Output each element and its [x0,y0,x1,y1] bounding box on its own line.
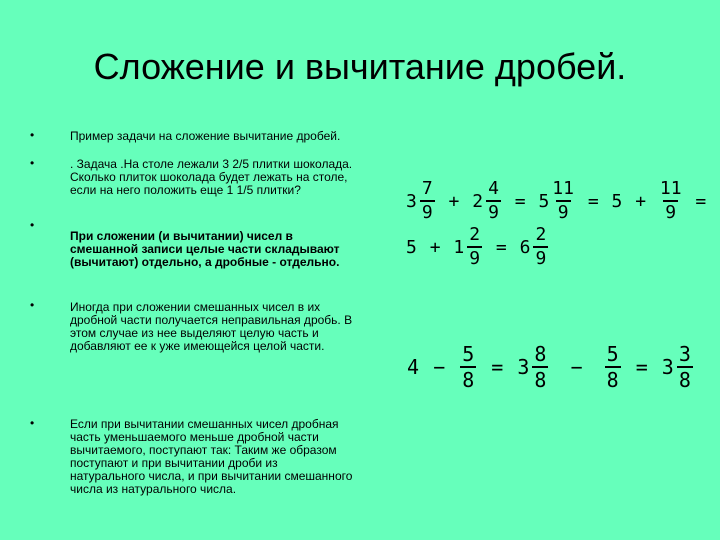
bullet-text-2: . Задача .На столе лежали 3 2/5 плитки шоколада. Сколько плиток шоколада будет лежать на столе, если на него положить еще 1 1/5 плитки? [70,157,353,197]
equals-sign: = [635,355,648,379]
fraction [460,342,476,392]
whole-part: 2 [472,190,484,212]
numerator: 3 [678,342,691,366]
fraction [533,224,548,270]
equals-sign: = [514,190,526,212]
denominator: 8 [534,368,547,392]
fraction [420,178,435,224]
whole-part: 1 [453,236,465,258]
bullet-marker: • [30,128,35,142]
plus-sign: + [429,236,441,258]
bullet-text-1: Пример задачи на сложение вычитание дробей. [70,129,341,143]
whole-part: 6 [519,236,531,258]
minus-sign: − [570,355,583,379]
plus-sign: + [448,190,460,212]
denominator: 8 [462,368,475,392]
numerator: 11 [552,178,574,199]
whole-part: 5 [538,190,550,212]
denominator: 9 [665,202,677,223]
denominator: 8 [606,368,619,392]
numerator: 11 [659,178,682,199]
fraction [532,342,548,392]
bullet-text-4: Иногда при сложении смешанных чисел в их дробной части получается неправильная дробь. В этом случае из нее выделяют целую часть и добавляют ее к уже имеющейся целой части. [70,300,353,353]
bullet-marker: • [30,156,35,170]
bullet-marker: • [30,298,35,312]
equals-sign: = [491,355,504,379]
numerator: 5 [606,342,619,366]
bullet-marker: • [30,218,35,232]
denominator: 9 [488,202,499,223]
equals-sign: = [695,190,707,212]
numerator: 8 [534,342,547,366]
numerator: 2 [535,224,547,245]
numerator: 2 [469,224,481,245]
bullet-text-3: При сложении (и вычитании) чисел в смешанной записи целые части складывают (вычитают) отдельно, а дробные - отдельно. [70,229,340,269]
whole-part: 5 [611,190,623,212]
numerator: 4 [488,178,499,199]
denominator: 9 [557,202,569,223]
denominator: 9 [535,248,547,269]
fraction [467,224,482,270]
numerator: 5 [462,342,475,366]
whole-part: 3 [517,355,530,379]
denominator: 8 [678,368,691,392]
equation-subtraction [406,342,695,392]
fraction [486,178,501,224]
fraction [605,342,621,392]
whole-part: 5 [406,236,417,258]
denominator: 9 [469,248,481,269]
fraction [552,178,574,224]
fraction [660,178,682,224]
numerator: 7 [421,178,433,199]
equals-sign: = [495,236,507,258]
plus-sign: + [635,190,647,212]
equals-sign: = [587,190,599,212]
fraction [677,342,693,392]
whole-part: 3 [661,355,674,379]
denominator: 9 [421,202,433,223]
bullet-text-5: Если при вычитании смешанных чисел дробная часть уменьшаемого меньше дробной части вычитаемого, поступают так: Таким же образом поступают и при вычитании дроби из натурального числа, и при вычитании смешанного числа из натурального числа. [70,417,353,496]
slide-title: Сложение и вычитание дробей. [93,46,627,87]
whole-part: 4 [407,355,420,379]
whole-part: 3 [406,190,417,212]
bullet-marker: • [30,416,35,430]
minus-sign: − [433,355,446,379]
equation-addition [405,178,720,270]
